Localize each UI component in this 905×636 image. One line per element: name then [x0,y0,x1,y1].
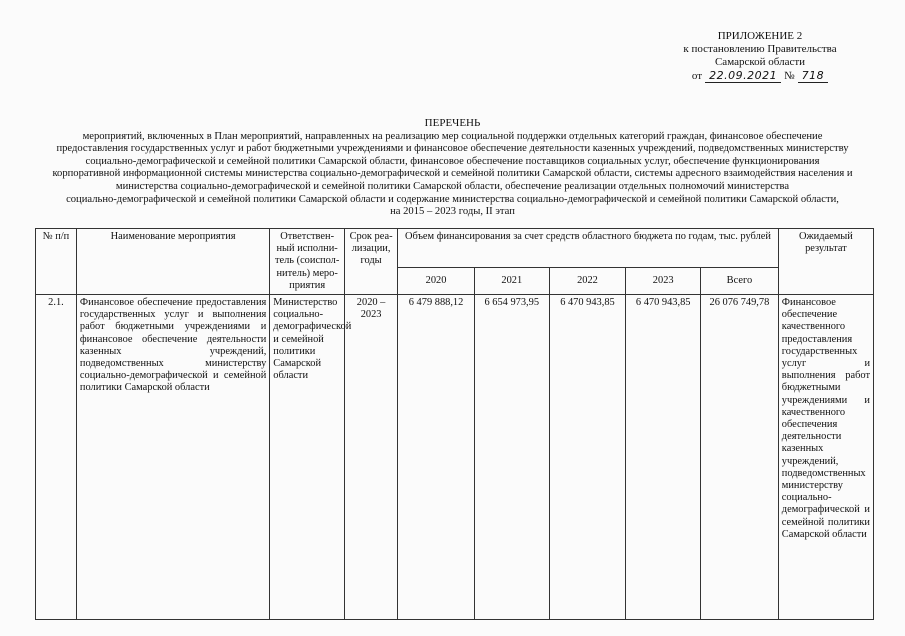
row-num: 2.1. [36,295,77,620]
row-value-2023: 6 470 943,85 [626,295,701,620]
appendix-resolution: к постановлению Правительства [683,43,837,55]
header-year-2020: 2020 [398,268,475,295]
number-prefix: № [784,70,795,82]
row-value-total: 26 076 749,78 [701,295,779,620]
header-num: № п/п [36,229,77,295]
header-year-2022: 2022 [549,268,626,295]
document-title [30,117,875,219]
row-period: 2020 – 2023 [344,295,397,620]
header-total: Всего [701,268,779,295]
row-value-2022: 6 470 943,85 [549,295,626,620]
measures-table [35,228,874,620]
title-line: социально-демографической и семейной политики Самарской области и содержание министерства социально-демографической и семейной политики Самарской области, [66,193,839,205]
header-period: Срок реа-лизации, годы [344,229,397,295]
row-name: Финансовое обеспечение предоставления государственных услуг и выполнения работ бюджетными учреждениями и финансовое обеспечение деятельности казенных учреждений, подведомственных министерству социально-демографической и семейной политики Самарской области [76,295,269,620]
number-value: 718 [798,69,829,83]
title-line: на 2015 – 2023 годы, II этап [390,206,515,218]
date-value: 22.09.2021 [705,69,781,83]
appendix-dateline [640,69,880,83]
title-line: корпоративной информационной системы министерства социально-демографической и семейной политики Самарской области, системы адресного взаимодействия населения и [52,168,853,180]
header-responsible: Ответствен-ный исполни-тель (соиспол-нитель) меро-приятия [270,229,345,295]
title-heading: ПЕРЕЧЕНЬ [424,117,481,129]
appendix-block [640,30,880,83]
header-year-2021: 2021 [474,268,549,295]
row-value-2021: 6 654 973,95 [474,295,549,620]
header-year-2023: 2023 [626,268,701,295]
title-line: министерства социально-демографической и семейной политики Самарской области, обеспечение реализации отдельных полномочий министерства [115,180,790,192]
header-name: Наименование мероприятия [76,229,269,295]
row-result: Финансовое обеспечение качественного предоставления государственных услуг и выполнения работ бюджетными учреждениями и качественного обеспечения деятельности казенных учреждений, подведомственных министерству социально-демографической и семейной политики Самарской области [778,295,873,620]
row-value-2020: 6 479 888,12 [398,295,475,620]
title-line: мероприятий, включенных в План мероприятий, направленных на реализацию мер социальной поддержки отдельных категорий граждан, финансовое обеспечение [82,130,823,142]
appendix-region: Самарской области [714,56,806,68]
date-prefix: от [691,70,703,82]
row-responsible: Министерство социально-демографической и семейной политики Самарской области [270,295,345,620]
header-funding: Объем финансирования за счет средств областного бюджета по годам, тыс. рублей [398,229,779,268]
appendix-label: ПРИЛОЖЕНИЕ 2 [717,30,803,42]
header-result: Ожидаемый результат [778,229,873,295]
title-line: социально-демографической и семейной политики Самарской области, финансовое обеспечение поставщиков социальных услуг, обеспечение функционирования [85,155,820,167]
table-row [36,295,874,620]
title-line: предоставления государственных услуг и работ бюджетными учреждениями и финансовое обеспечение деятельности казенных учреждений, подведомственных министерству [56,143,849,155]
